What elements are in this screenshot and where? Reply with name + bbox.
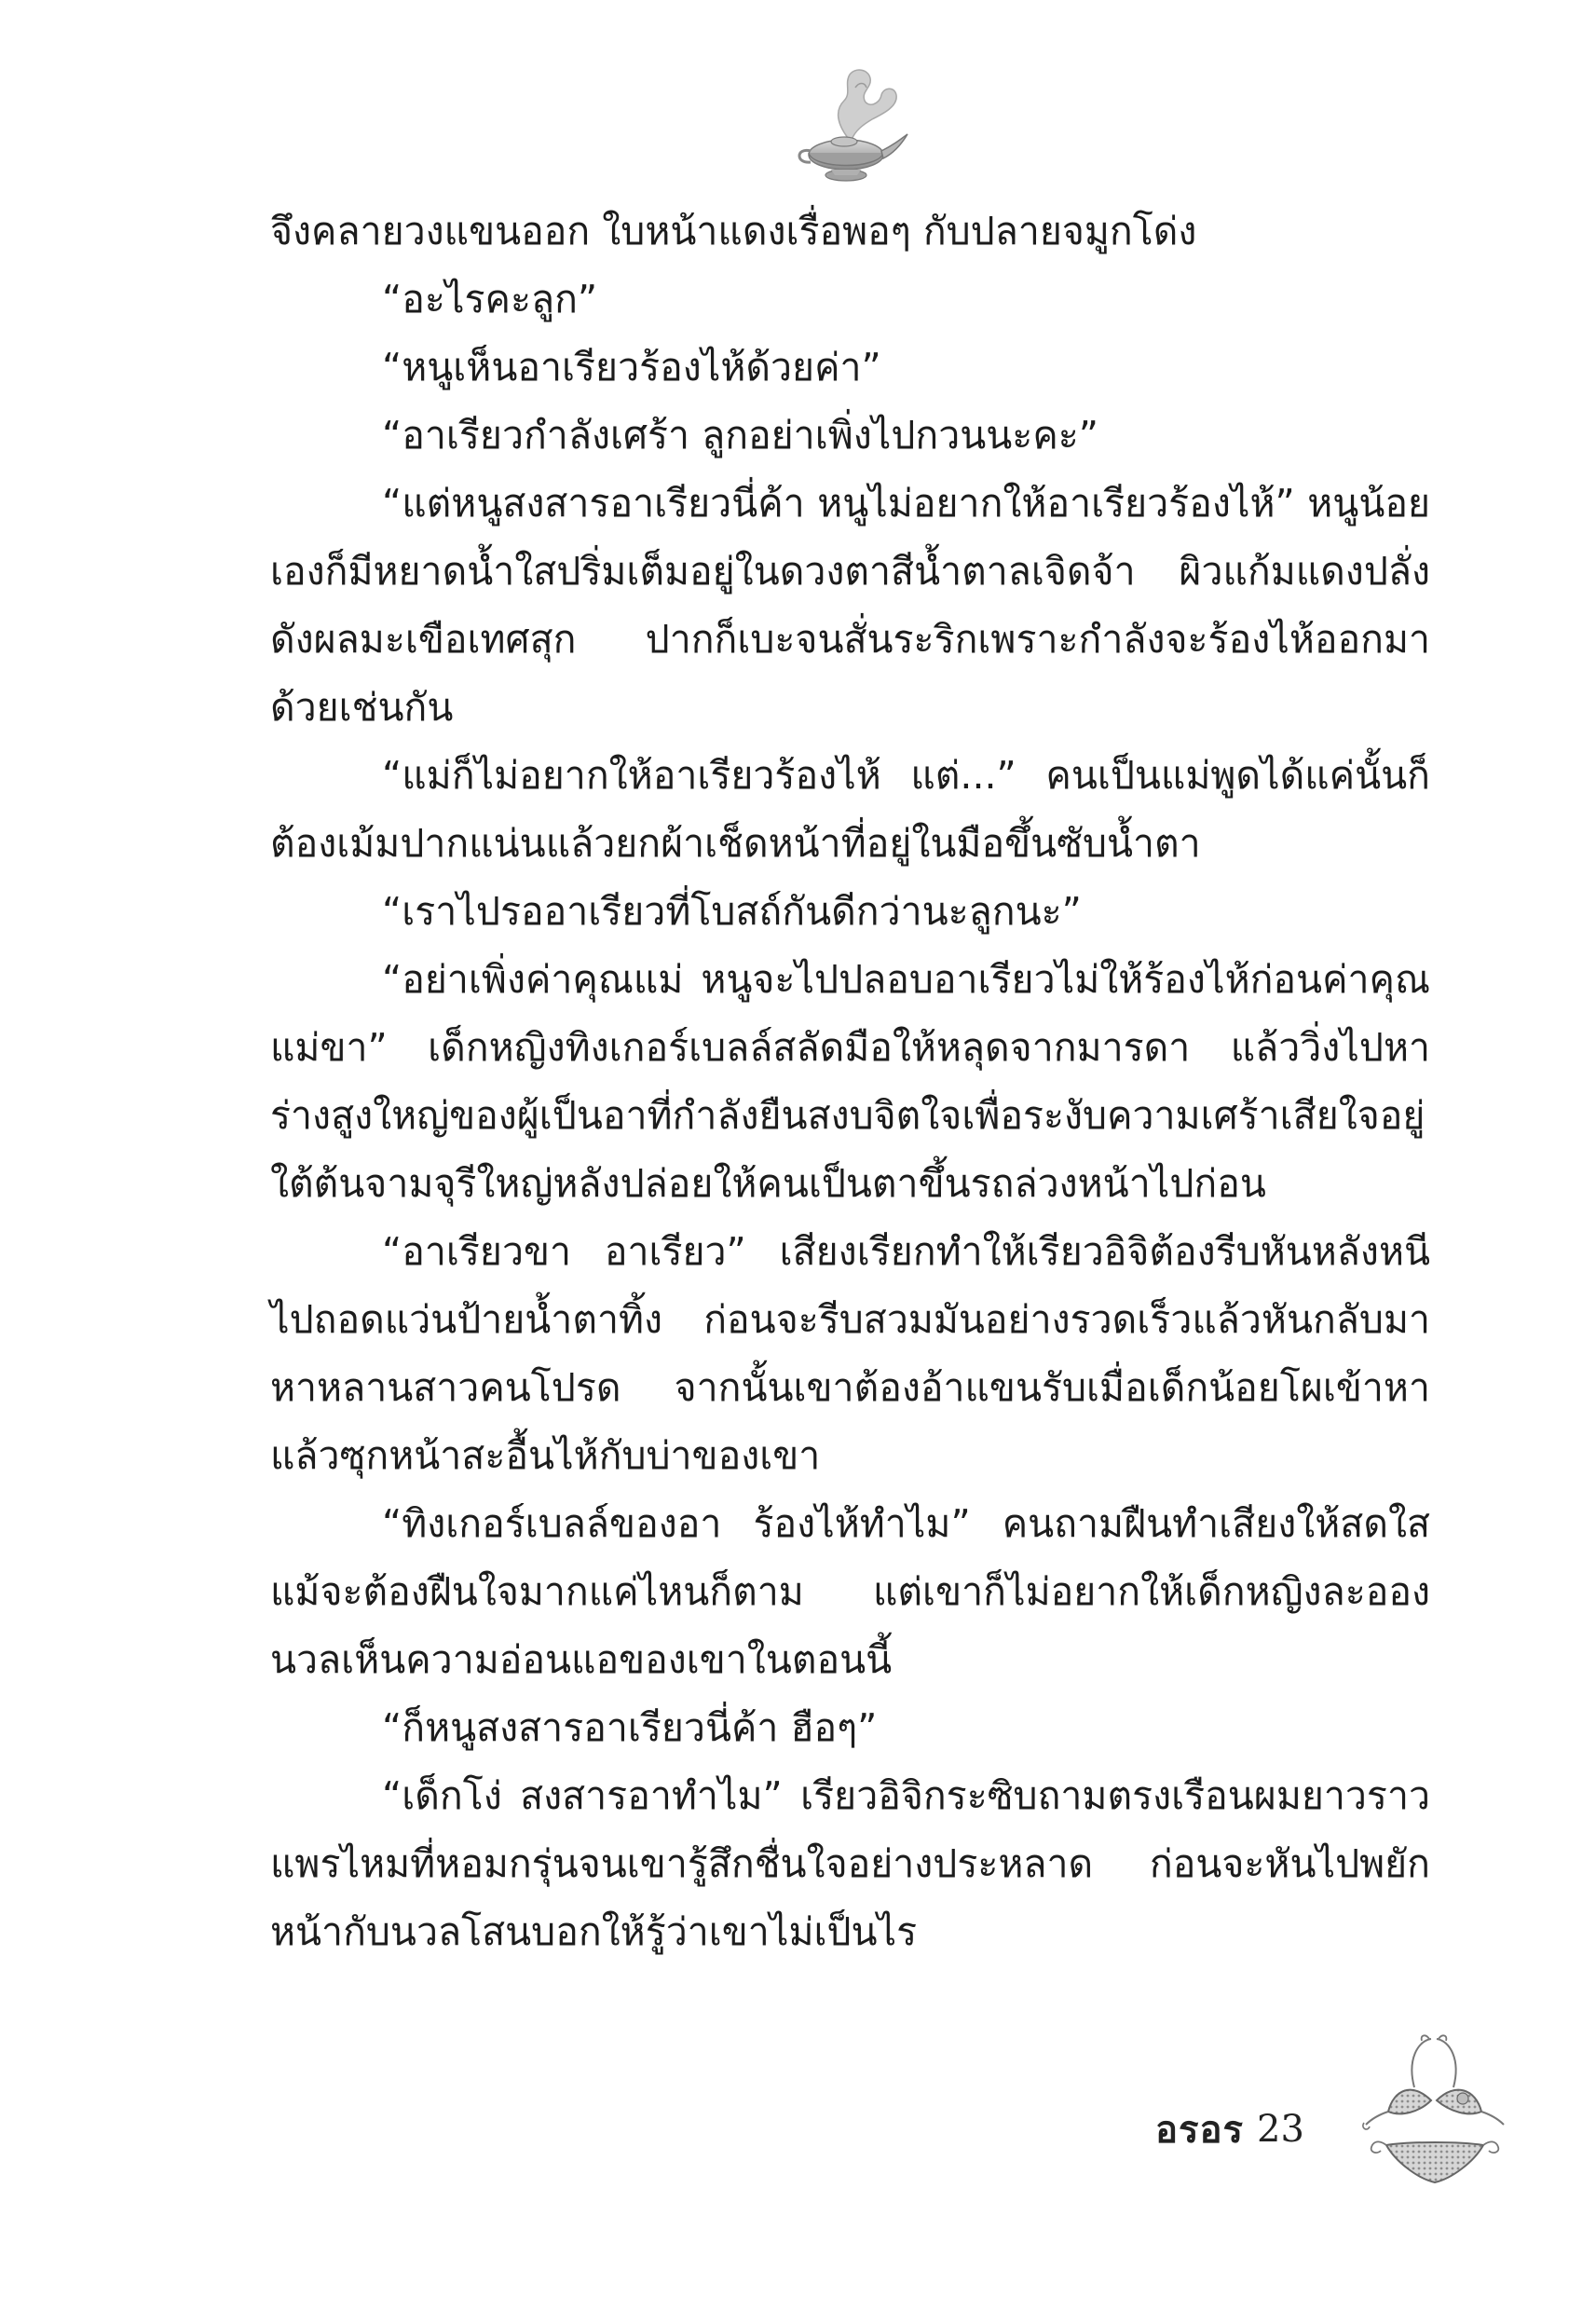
genie-lamp-icon xyxy=(790,65,911,196)
paragraph-1: จึงคลายวงแขนออก ใบหน้าแดงเรื่อพอๆ กับปลายจมูกโด่ง xyxy=(270,209,1197,253)
paragraph-9: “อาเรียวขา อาเรียว” เสียงเรียกทำให้เรียวอิจิต้องรีบหันหลังหนีไปถอดแว่นป้ายน้ำตาทิ้ง ก่อนจะรีบสวมมันอย่างรวดเร็วแล้วหันกลับมาหาหลานสาวคนโปรด จากนั้นเขาต้องอ้าแขนรับเมื่อเด็กน้อยโผเข้าหาแล้วซุกหน้าสะอื้นไห้กับบ่าของเขา xyxy=(270,1229,1430,1478)
page-footer xyxy=(1155,2092,1304,2167)
paragraph-5: “แต่หนูสงสารอาเรียวนี่ค้า หนูไม่อยากให้อาเรียวร้องไห้” หนูน้อยเองก็มีหยาดน้ำใสปริ่มเต็มอยู่ในดวงตาสีน้ำตาลเจิดจ้า ผิวแก้มแดงปลั่งดังผลมะเขือเทศสุก ปากก็เบะจนสั่นระริกเพราะกำลังจะร้องไห้ออกมาด้วยเช่นกัน xyxy=(270,481,1430,730)
paragraph-11: “ก็หนูสงสารอาเรียวนี่ค้า ฮือๆ” xyxy=(382,1705,878,1750)
paragraph-7: “เราไปรออาเรียวที่โบสถ์กันดีกว่านะลูกนะ” xyxy=(382,889,1082,934)
paragraph-12: “เด็กโง่ สงสารอาทำไม” เรียวอิจิกระซิบถามตรงเรือนผมยาวราวแพรไหมที่หอมกรุ่นจนเขารู้สึกชื่นใจอย่างประหลาด ก่อนจะหันไปพยักหน้ากับนวลโสนบอกให้รู้ว่าเขาไม่เป็นไร xyxy=(270,1773,1430,1954)
paragraph-3: “หนูเห็นอาเรียวร้องไห้ด้วยค่า” xyxy=(382,345,881,390)
paragraph-2: “อะไรคะลูก” xyxy=(382,277,598,321)
paragraph-8: “อย่าเพิ่งค่าคุณแม่ หนูจะไปปลอบอาเรียวไม่ให้ร้องไห้ก่อนค่าคุณแม่ขา” เด็กหญิงทิงเกอร์เบลล์สลัดมือให้หลุดจากมารดา แล้ววิ่งไปหาร่างสูงใหญ่ของผู้เป็นอาที่กำลังยืนสงบจิตใจเพื่อระงับความเศร้าเสียใจอยู่ใต้ต้นจามจุรีใหญ่หลังปล่อยให้คนเป็นตาขึ้นรถล่วงหน้าไปก่อน xyxy=(270,957,1430,1206)
footer-author: อรอร xyxy=(1155,2109,1245,2152)
body-text xyxy=(270,198,1430,1966)
paragraph-4: “อาเรียวกำลังเศร้า ลูกอย่าเพิ่งไปกวนนะคะ” xyxy=(382,413,1099,458)
bikini-icon xyxy=(1360,2031,1509,2190)
page-number: 23 xyxy=(1257,2108,1304,2151)
paragraph-10: “ทิงเกอร์เบลล์ของอา ร้องไห้ทำไม” คนถามฝืนทำเสียงให้สดใสแม้จะต้องฝืนใจมากแค่ไหนก็ตาม แต่เขาก็ไม่อยากให้เด็กหญิงละอองนวลเห็นความอ่อนแอของเขาในตอนนี้ xyxy=(270,1501,1430,1682)
paragraph-6: “แม่ก็ไม่อยากให้อาเรียวร้องไห้ แต่...” คนเป็นแม่พูดได้แค่นั้นก็ต้องเม้มปากแน่นแล้วยกผ้าเช็ดหน้าที่อยู่ในมือขึ้นซับน้ำตา xyxy=(270,753,1430,866)
